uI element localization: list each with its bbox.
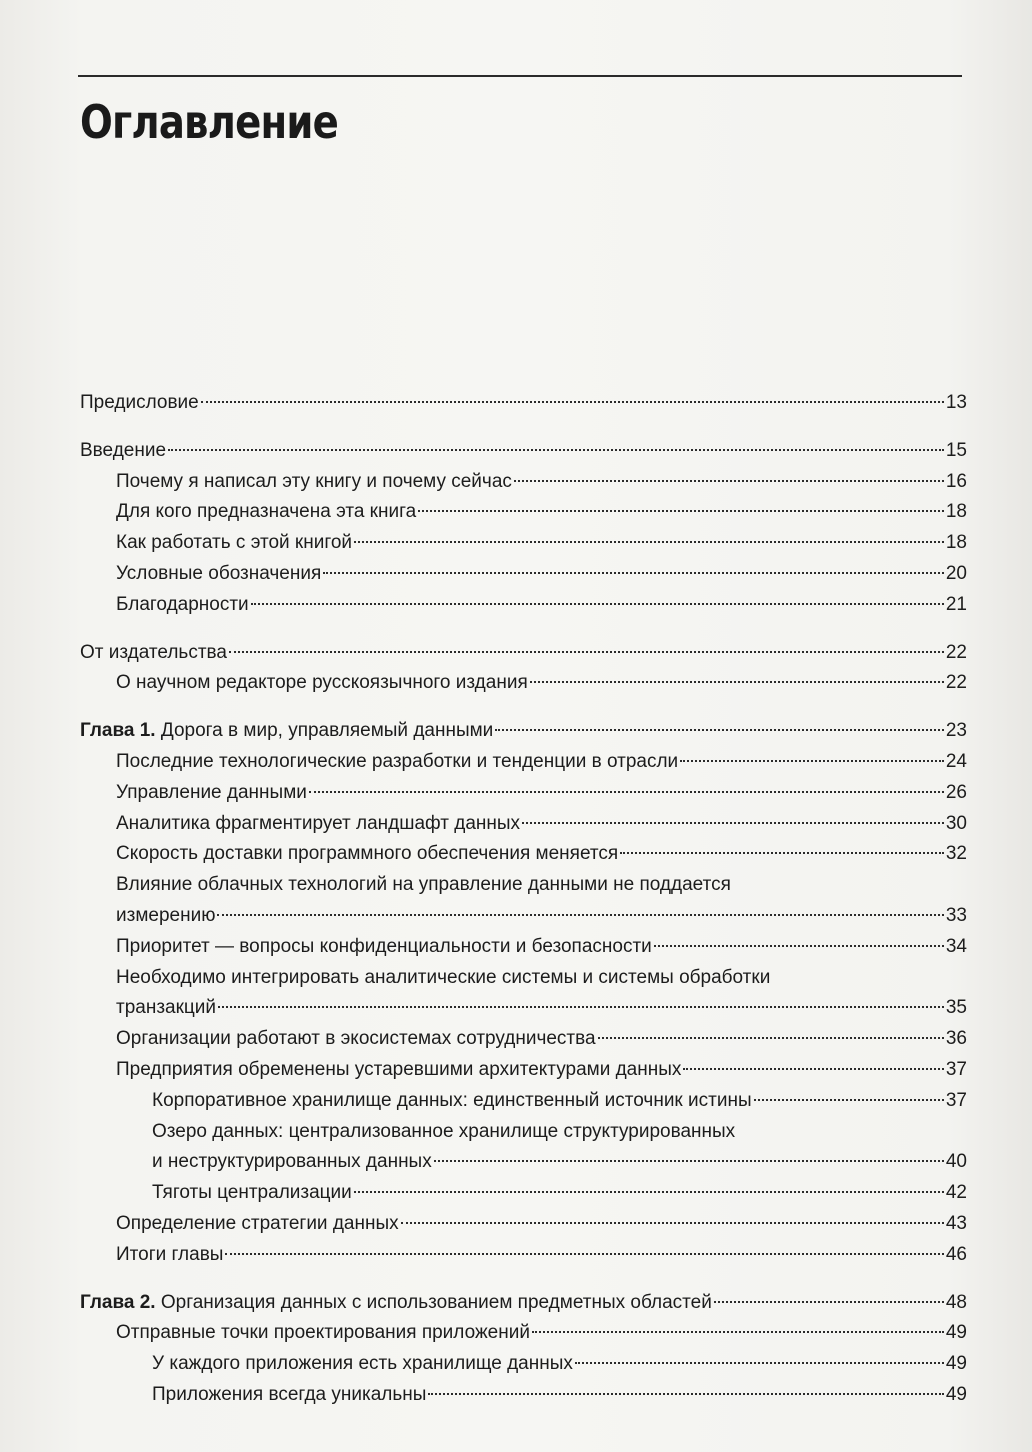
toc-entry-text: Как работать с этой книгой — [116, 532, 353, 554]
toc-entry — [80, 436, 967, 467]
toc-entry-text: Введение — [80, 439, 167, 461]
toc-leader-dots — [401, 1222, 944, 1224]
toc-leader-dots — [754, 1099, 944, 1101]
toc-chapter-number: Глава 2. — [80, 1291, 156, 1313]
toc-page-number: 49 — [945, 1353, 967, 1375]
toc-entry-text: От издательства — [80, 641, 227, 663]
toc-page-number: 16 — [945, 470, 967, 492]
toc-leader-dots — [514, 480, 944, 482]
toc-leader-dots — [168, 449, 944, 451]
toc-page-number: 37 — [945, 1089, 967, 1111]
toc-leader-dots — [620, 852, 944, 854]
toc-leader-dots — [218, 1006, 944, 1008]
toc-entry-label — [116, 1240, 223, 1271]
toc-entry-text: Предприятия обременены устаревшими архитектурами данных — [116, 1058, 682, 1080]
toc-entry — [80, 809, 967, 840]
toc-entry-label — [80, 638, 227, 669]
toc-leader-dots — [654, 945, 944, 947]
toc-entry-label — [116, 1209, 399, 1240]
toc-page-number: 30 — [945, 812, 967, 834]
toc-page-number: 32 — [945, 843, 967, 865]
toc-entry-text: О научном редакторе русскоязычного издания — [116, 672, 528, 694]
toc-page-number: 43 — [945, 1212, 967, 1234]
toc-page-number: 26 — [945, 781, 967, 803]
toc-entry-text: Организации работают в экосистемах сотрудничества — [116, 1028, 596, 1050]
toc-entry-text: Корпоративное хранилище данных: единственный источник истины — [152, 1089, 752, 1111]
toc-entry-text: Последние технологические разработки и тенденции в отрасли — [116, 750, 679, 772]
toc-page-number: 21 — [945, 593, 967, 615]
toc-page-number: 24 — [945, 750, 967, 772]
toc-page-number: 18 — [945, 501, 967, 523]
toc-page-number: 22 — [945, 672, 967, 694]
toc-page-number: 22 — [945, 641, 967, 663]
toc-leader-dots — [217, 914, 943, 916]
toc-entry — [80, 638, 967, 669]
toc-entry-text: Организация данных с использованием предметных областей — [160, 1291, 712, 1313]
toc-page-number: 33 — [945, 904, 967, 926]
toc-leader-dots — [532, 1331, 944, 1333]
toc-page-number: 37 — [945, 1058, 967, 1080]
toc-entry-label — [116, 1318, 530, 1349]
toc-page-number: 34 — [945, 935, 967, 957]
toc-entry-label — [116, 839, 618, 870]
toc-entry — [80, 963, 967, 1025]
toc-entry — [80, 1318, 967, 1349]
toc-leader-dots — [680, 760, 944, 762]
toc-leader-dots — [683, 1068, 943, 1070]
toc-entry-label — [116, 1024, 596, 1055]
toc-entry-label — [152, 1086, 752, 1117]
toc-entry — [80, 497, 967, 528]
toc-entry-text-continued: транзакций — [116, 997, 217, 1019]
toc-entry — [80, 467, 967, 498]
toc-leader-dots — [522, 822, 944, 824]
toc-leader-dots — [229, 651, 944, 653]
toc-entry-label — [116, 932, 652, 963]
toc-entry — [80, 1086, 967, 1117]
toc-entry-label — [80, 388, 199, 419]
toc-entry — [80, 1349, 967, 1380]
toc-leader-dots — [530, 681, 944, 683]
toc-entry — [80, 1380, 967, 1411]
toc-leader-dots — [323, 572, 944, 574]
toc-entry-text: Благодарности — [116, 593, 249, 615]
toc-entry — [80, 590, 967, 621]
toc-page-number: 48 — [945, 1291, 967, 1313]
toc-entry — [80, 1178, 967, 1209]
toc-entry — [80, 1024, 967, 1055]
toc-leader-dots — [714, 1301, 944, 1303]
toc-entry — [80, 1055, 967, 1086]
toc-entry-label — [116, 528, 352, 559]
toc-page-number: 40 — [945, 1151, 967, 1173]
toc-entry-text: Итоги главы — [116, 1243, 224, 1265]
toc-entry — [80, 1288, 967, 1319]
toc-entry-label — [116, 874, 731, 895]
toc-entry-text: Озеро данных: централизованное хранилище структурированных — [152, 1120, 736, 1142]
toc-page-number: 18 — [945, 532, 967, 554]
toc-entry — [80, 839, 967, 870]
toc-leader-dots — [201, 401, 944, 403]
toc-page-number: 15 — [945, 439, 967, 461]
toc-entry — [80, 388, 967, 419]
toc-leader-dots — [251, 603, 944, 605]
toc-page-number: 35 — [945, 997, 967, 1019]
toc-entry — [80, 716, 967, 747]
toc-entry-text: Почему я написал эту книгу и почему сейчас — [116, 470, 512, 492]
toc-leader-dots — [309, 791, 944, 793]
toc-entry-label — [116, 778, 307, 809]
toc-entry-label — [152, 1349, 573, 1380]
toc-entry-label — [80, 436, 166, 467]
toc-leader-dots — [354, 1191, 944, 1193]
toc-entry-text: Определение стратегии данных — [116, 1212, 399, 1234]
toc-page-number: 49 — [945, 1322, 967, 1344]
toc-entry — [80, 1117, 967, 1179]
toc-entry-text: Аналитика фрагментирует ландшафт данных — [116, 812, 521, 834]
toc-leader-dots — [598, 1037, 944, 1039]
toc-entry-text: Отправные точки проектирования приложений — [116, 1322, 530, 1344]
toc-entry-label — [116, 559, 321, 590]
toc-entry-text-continued: и неструктурированных данных — [152, 1151, 432, 1173]
toc-entry-text: Влияние облачных технологий на управление данными не поддается — [116, 874, 731, 896]
toc-leader-dots — [495, 729, 944, 731]
toc-entry — [80, 1240, 967, 1271]
page-title: Оглавление — [80, 95, 338, 149]
toc-entry-text: Дорога в мир, управляемый данными — [160, 720, 494, 742]
toc-leader-dots — [354, 541, 944, 543]
toc-page-number: 36 — [945, 1028, 967, 1050]
toc-chapter-number: Глава 1. — [80, 720, 156, 742]
toc-entry-label — [116, 747, 678, 778]
toc-page-number: 49 — [945, 1383, 967, 1405]
toc-entry — [80, 778, 967, 809]
toc-entry-text: Условные обозначения — [116, 562, 322, 584]
toc-entry-label — [116, 497, 416, 528]
toc-leader-dots — [434, 1160, 944, 1162]
toc-page-number: 42 — [945, 1182, 967, 1204]
toc-entry-label — [152, 1178, 352, 1209]
toc-entry-label — [152, 1121, 735, 1142]
toc-leader-dots — [418, 510, 944, 512]
toc-entry-text: У каждого приложения есть хранилище данных — [152, 1353, 573, 1375]
header-rule — [78, 75, 962, 77]
toc-page-number: 20 — [945, 562, 967, 584]
toc-entry-text: Скорость доставки программного обеспечения меняется — [116, 843, 619, 865]
toc-entry-label — [152, 1380, 426, 1411]
toc-entry-label — [116, 590, 249, 621]
toc-entry-label — [116, 1055, 681, 1086]
toc-entry — [80, 932, 967, 963]
toc-entry-label — [116, 467, 512, 498]
toc-entry-label — [116, 809, 520, 840]
toc-entry-label — [80, 1288, 712, 1319]
toc-entry-text: Для кого предназначена эта книга — [116, 501, 417, 523]
toc-entry-label — [80, 716, 493, 747]
toc-entry-text: Необходимо интегрировать аналитические системы и системы обработки — [116, 966, 771, 988]
toc-entry — [80, 559, 967, 590]
toc-page-number: 13 — [945, 392, 967, 413]
toc-page-number: 23 — [945, 720, 967, 742]
toc-entry — [80, 668, 967, 699]
toc-entry-text-continued: измерению — [116, 904, 216, 926]
toc-entry — [80, 870, 967, 932]
toc-entry-text: Тяготы централизации — [152, 1182, 352, 1204]
toc-entry — [80, 1209, 967, 1240]
toc-entry-label — [116, 668, 528, 699]
toc-leader-dots — [575, 1362, 944, 1364]
toc-leader-dots — [428, 1393, 943, 1395]
toc-leader-dots — [225, 1253, 943, 1255]
table-of-contents — [80, 388, 967, 1411]
toc-entry-text: Предисловие — [80, 392, 199, 413]
toc-entry-text: Управление данными — [116, 781, 307, 803]
toc-page-number: 46 — [945, 1243, 967, 1265]
toc-entry-label — [116, 967, 770, 988]
toc-entry-text: Приложения всегда уникальны — [152, 1383, 427, 1405]
toc-entry — [80, 528, 967, 559]
toc-entry — [80, 747, 967, 778]
toc-entry-text: Приоритет — вопросы конфиденциальности и безопасности — [116, 935, 652, 957]
